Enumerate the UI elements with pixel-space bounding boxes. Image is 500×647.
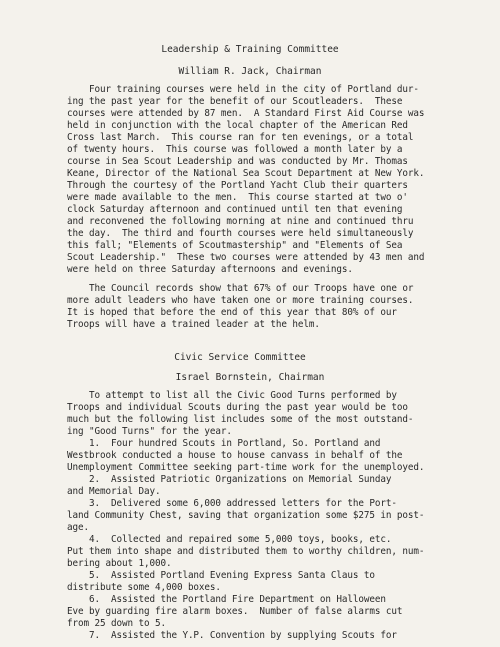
- text-line: Cross last March. This course ran for ten evenings, or a total: [67, 132, 414, 143]
- text-line: Troops and individual Scouts during the past year would be too: [67, 402, 408, 413]
- text-line: ing the past year for the benefit of our Scoutleaders. These: [67, 96, 403, 107]
- text-line: course in Sea Scout Leadership and was conducted by Mr. Thomas: [67, 156, 408, 167]
- text-line: much but the following list includes some of the most outstand-: [67, 414, 414, 425]
- text-line: 7. Assisted the Y.P. Convention by supplying Scouts for: [67, 630, 397, 641]
- text-line: distribute some 4,000 boxes.: [67, 582, 221, 593]
- text-line: of twenty hours. This course was followed a month later by a: [67, 144, 403, 155]
- text-line: this fall; "Elements of Scoutmastership" and "Elements of Sea: [67, 240, 403, 251]
- text-line: were made available to the men. This course started at two o': [67, 192, 408, 203]
- text-line: 3. Delivered some 6,000 addressed letters for the Port-: [67, 498, 397, 509]
- text-line: Troops will have a trained leader at the helm.: [67, 319, 320, 330]
- text-line: 5. Assisted Portland Evening Express Santa Claus to: [67, 570, 375, 581]
- section2-chairman: Israel Bornstein, Chairman: [175, 372, 325, 383]
- text-line: bering about 1,000.: [67, 558, 172, 569]
- text-line: 2. Assisted Patriotic Organizations on Memorial Sunday: [67, 474, 392, 485]
- text-line: 6. Assisted the Portland Fire Department on Halloween: [67, 594, 386, 605]
- section2-heading: Civic Service Committee: [174, 352, 306, 363]
- text-line: the day. The third and fourth courses were held simultaneously: [67, 228, 414, 239]
- text-line: from 25 down to 5.: [67, 618, 166, 629]
- text-line: and reconvened the following morning at nine and continued thru: [67, 216, 414, 227]
- text-line: 1. Four hundred Scouts in Portland, So. Portland and: [67, 438, 381, 449]
- text-line: ing "Good Turns" for the year.: [67, 426, 232, 437]
- section1-heading: Leadership & Training Committee: [161, 44, 339, 55]
- text-line: Eve by guarding fire alarm boxes. Number of false alarms cut: [67, 606, 403, 617]
- text-line: Westbrook conducted a house to house canvass in behalf of the: [67, 450, 403, 461]
- text-line: Keane, Director of the National Sea Scout Department at New York.: [67, 168, 425, 179]
- text-line: courses were attended by 87 men. A Standard First Aid Course was: [67, 108, 425, 119]
- text-line: Unemployment Committee seeking part-time work for the unemployed.: [67, 462, 425, 473]
- text-line: To attempt to list all the Civic Good Turns performed by: [67, 390, 397, 401]
- text-line: more adult leaders who have taken one or more training courses.: [67, 295, 414, 306]
- section1-chairman: William R. Jack, Chairman: [178, 66, 322, 77]
- text-line: The Council records show that 67% of our Troops have one or: [67, 283, 414, 294]
- text-line: 4. Collected and repaired some 5,000 toys, books, etc.: [67, 534, 392, 545]
- text-line: held in conjunction with the local chapter of the American Red: [67, 120, 408, 131]
- text-line: Four training courses were held in the city of Portland dur-: [67, 84, 419, 95]
- text-line: land Community Chest, saving that organization some $275 in post-: [67, 510, 425, 521]
- text-line: age.: [67, 522, 89, 533]
- text-line: and Memorial Day.: [67, 486, 161, 497]
- text-line: It is hoped that before the end of this year that 80% of our: [67, 307, 397, 318]
- text-line: Scout Leadership." These two courses were attended by 43 men and: [67, 252, 425, 263]
- text-line: were held on three Saturday afternoons and evenings.: [67, 264, 353, 275]
- text-line: Through the courtesy of the Portland Yacht Club their quarters: [67, 180, 408, 191]
- text-line: Put them into shape and distributed them to worthy children, num-: [67, 546, 425, 557]
- text-line: clock Saturday afternoon and continued until ten that evening: [67, 204, 403, 215]
